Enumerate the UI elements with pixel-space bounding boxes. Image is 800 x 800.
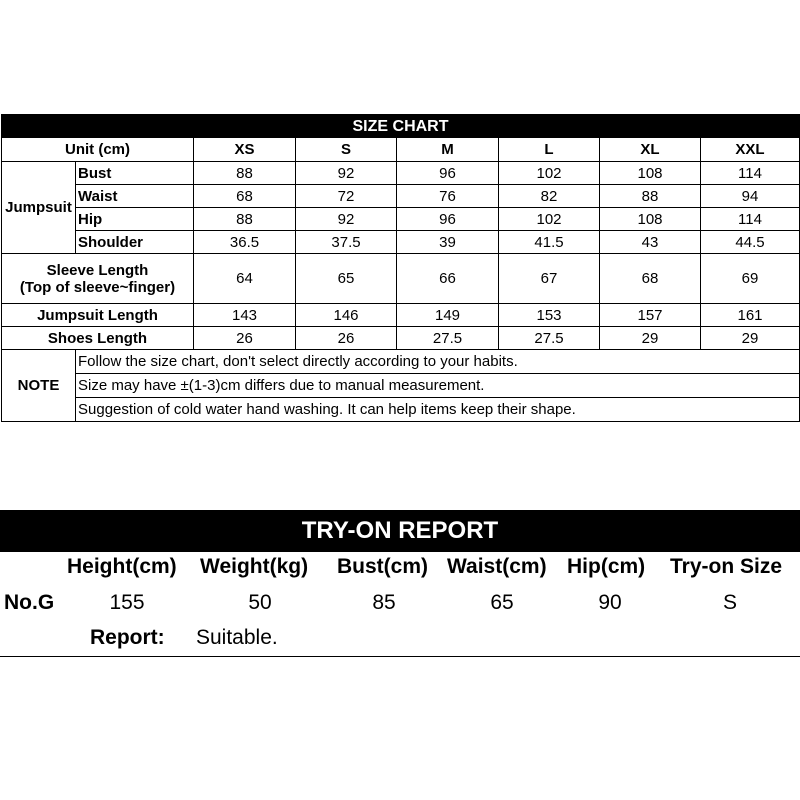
- size-header: XL: [600, 138, 701, 162]
- size-header: XXL: [701, 138, 800, 162]
- row-label-sleeve-length: [2, 254, 194, 304]
- table-cell: 39: [397, 231, 499, 254]
- table-cell: 64: [194, 254, 296, 304]
- tryon-report-value: Suitable.: [196, 626, 278, 649]
- unit-label: Unit (cm): [2, 138, 194, 162]
- row-label-waist: Waist: [76, 185, 194, 208]
- sleeve-label-line2: (Top of sleeve~finger): [19, 278, 176, 296]
- tryon-row-label: No.G: [4, 591, 55, 614]
- row-label-hip: Hip: [76, 208, 194, 231]
- table-cell: 41.5: [499, 231, 600, 254]
- table-cell: 65: [296, 254, 397, 304]
- table-cell: 114: [701, 162, 800, 185]
- table-cell: 92: [296, 162, 397, 185]
- note-line: Size may have ±(1-3)cm differs due to manual measurement.: [76, 374, 800, 398]
- size-header: M: [397, 138, 499, 162]
- tryon-header-bust: Bust(cm): [337, 555, 429, 578]
- table-cell: 88: [600, 185, 701, 208]
- size-header: XS: [194, 138, 296, 162]
- table-cell: 102: [499, 208, 600, 231]
- table-cell: 29: [600, 327, 701, 350]
- note-line: Suggestion of cold water hand washing. It can help items keep their shape.: [76, 398, 800, 422]
- table-cell: 68: [194, 185, 296, 208]
- table-cell: 94: [701, 185, 800, 208]
- table-cell: 29: [701, 327, 800, 350]
- table-cell: 88: [194, 208, 296, 231]
- table-cell: 44.5: [701, 231, 800, 254]
- row-label-jumpsuit-length: Jumpsuit Length: [2, 304, 194, 327]
- tryon-report-title: TRY-ON REPORT: [0, 510, 800, 552]
- tryon-value-height: 155: [109, 591, 145, 614]
- table-cell: 72: [296, 185, 397, 208]
- table-cell: 27.5: [397, 327, 499, 350]
- table-cell: 27.5: [499, 327, 600, 350]
- table-cell: 67: [499, 254, 600, 304]
- table-cell: 82: [499, 185, 600, 208]
- tryon-value-waist: 65: [490, 591, 514, 614]
- table-cell: 153: [499, 304, 600, 327]
- row-label-shoes-length: Shoes Length: [2, 327, 194, 350]
- table-cell: 68: [600, 254, 701, 304]
- tryon-header-hip: Hip(cm): [567, 555, 646, 578]
- size-chart-title: SIZE CHART: [2, 115, 800, 138]
- table-cell: 43: [600, 231, 701, 254]
- table-cell: 108: [600, 208, 701, 231]
- table-cell: 146: [296, 304, 397, 327]
- table-cell: 88: [194, 162, 296, 185]
- tryon-header-size: Try-on Size: [670, 555, 783, 578]
- jumpsuit-group-label: Jumpsuit: [2, 162, 76, 254]
- table-cell: 96: [397, 162, 499, 185]
- note-line: Follow the size chart, don't select directly according to your habits.: [76, 350, 800, 374]
- table-cell: 114: [701, 208, 800, 231]
- table-cell: 76: [397, 185, 499, 208]
- table-cell: 96: [397, 208, 499, 231]
- size-header: L: [499, 138, 600, 162]
- table-cell: 143: [194, 304, 296, 327]
- tryon-header-waist: Waist(cm): [447, 555, 547, 578]
- table-cell: 149: [397, 304, 499, 327]
- table-cell: 26: [296, 327, 397, 350]
- sleeve-label-line1: Sleeve Length: [46, 261, 149, 279]
- table-cell: 26: [194, 327, 296, 350]
- tryon-value-weight: 50: [248, 591, 272, 614]
- table-cell: 37.5: [296, 231, 397, 254]
- tryon-value-hip: 90: [598, 591, 622, 614]
- row-label-bust: Bust: [76, 162, 194, 185]
- tryon-header-weight: Weight(kg): [200, 555, 309, 578]
- table-cell: 161: [701, 304, 800, 327]
- table-cell: 92: [296, 208, 397, 231]
- table-cell: 66: [397, 254, 499, 304]
- table-cell: 157: [600, 304, 701, 327]
- row-label-shoulder: Shoulder: [76, 231, 194, 254]
- tryon-header-height: Height(cm): [67, 555, 177, 578]
- tryon-value-size: S: [722, 591, 737, 614]
- tryon-report-label: Report:: [90, 626, 165, 649]
- table-cell: 108: [600, 162, 701, 185]
- note-label: NOTE: [2, 350, 76, 422]
- table-cell: 36.5: [194, 231, 296, 254]
- table-cell: 102: [499, 162, 600, 185]
- size-header: S: [296, 138, 397, 162]
- table-cell: 69: [701, 254, 800, 304]
- size-chart-table: [1, 114, 800, 422]
- tryon-value-bust: 85: [372, 591, 396, 614]
